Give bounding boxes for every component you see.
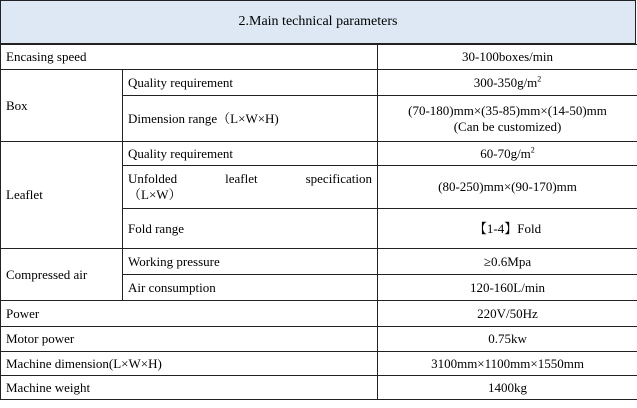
table-row [1,45,637,70]
leaflet-unfolded-label-line1: Unfolded leaflet specification [128,171,373,186]
box-dimension-value [378,96,637,142]
table-row [1,70,637,96]
box-dimension-range: (70-180)mm×(35-85)mm×(14-50)mm [408,102,607,118]
box-quality-number: 300-350g/m [473,74,538,90]
table-row [1,352,637,376]
table-row [1,249,637,275]
machine-dimension-label: Machine dimension(L×W×H) [1,352,378,376]
leaflet-quality-number: 60-70g/m [480,145,531,161]
machine-dimension-value: 3100mm×1100mm×1550mm [378,352,637,376]
leaflet-quality-value [378,142,637,166]
leaflet-unfolded-label-line2: （L×W） [128,187,182,202]
motor-power-value: 0.75kw [378,327,637,352]
table-title: 2.Main technical parameters [0,0,636,44]
leaflet-fold-label: Fold range [123,209,378,249]
leaflet-label: Leaflet [1,142,123,249]
table-row [1,376,637,400]
box-quality-exponent: 2 [537,74,542,84]
encasing-speed-label: Encasing speed [1,45,378,70]
motor-power-label: Motor power [1,327,378,352]
box-dimension-note: (Can be customized) [453,118,562,134]
table-row [1,142,637,166]
air-consumption-value: 120-160L/min [378,275,637,301]
box-quality-value [378,70,637,96]
working-pressure-label: Working pressure [123,249,378,275]
box-label: Box [1,70,123,142]
leaflet-quality-exponent: 2 [530,145,535,155]
technical-parameters-table [0,44,637,400]
working-pressure-value: ≥0.6Mpa [378,249,637,275]
box-dimension-label: Dimension range（L×W×H) [123,96,378,142]
leaflet-quality-label: Quality requirement [123,142,378,166]
table-row [1,301,637,327]
machine-weight-label: Machine weight [1,376,378,400]
machine-weight-value: 1400kg [378,376,637,400]
box-quality-label: Quality requirement [123,70,378,96]
table-row [1,327,637,352]
power-label: Power [1,301,378,327]
encasing-speed-value: 30-100boxes/min [378,45,637,70]
leaflet-unfolded-label [123,166,378,209]
leaflet-unfolded-value: (80-250)mm×(90-170)mm [378,166,637,209]
leaflet-fold-value: 【1-4】Fold [378,209,637,249]
air-consumption-label: Air consumption [123,275,378,301]
power-value: 220V/50Hz [378,301,637,327]
compressed-air-label: Compressed air [1,249,123,301]
